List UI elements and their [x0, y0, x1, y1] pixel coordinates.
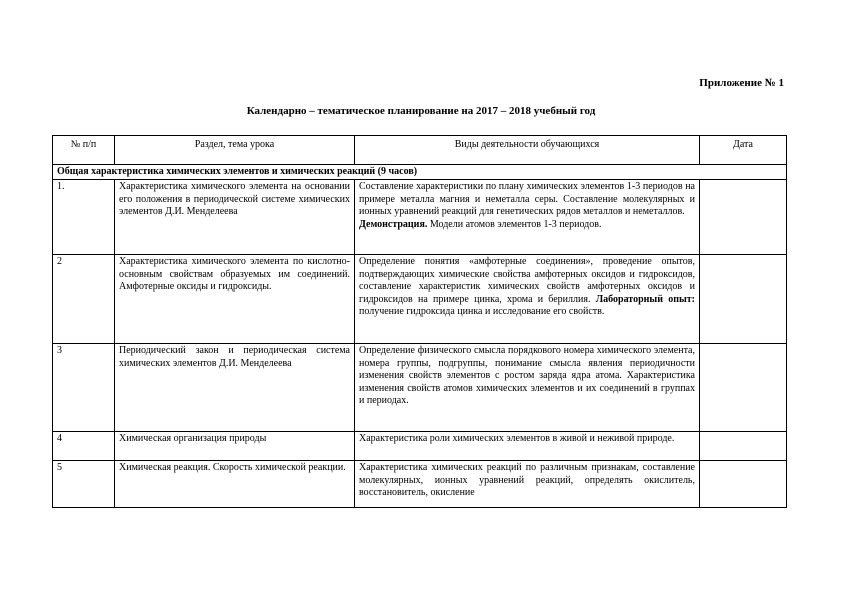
activity-bold-label: Лабораторный опыт: [595, 293, 696, 305]
row-topic: Характеристика химического элемента по кислотно-основным свойствам образуемых им соединений. Амфотерные оксиды и гидроксиды. [115, 255, 355, 344]
row-date [700, 432, 787, 461]
activity-text: Составление характеристики по плану химических элементов 1-3 периодов на примере металла магния и неметалла серы. Составление молекулярных и ионных уравнений реакций для генетических рядов металлов и неметаллов. [359, 181, 695, 218]
row-date [700, 461, 787, 508]
column-header-topic: Раздел, тема урока [115, 136, 355, 165]
section-row [53, 165, 787, 180]
row-number: 2 [53, 255, 115, 344]
section-title: Общая характеристика химических элементов и химических реакций (9 часов) [53, 165, 787, 180]
row-activity: Характеристика химических реакций по различным признакам, составление молекулярных, ионных уравнений реакций, определять окислитель, восстановитель, окисление [355, 461, 700, 508]
row-topic: Химическая организация природы [115, 432, 355, 461]
activity-bold-label: Демонстрация. [359, 218, 428, 230]
column-header-date: Дата [700, 136, 787, 165]
table-row [53, 344, 787, 432]
row-date [700, 255, 787, 344]
row-activity [355, 180, 700, 255]
row-date [700, 180, 787, 255]
row-date [700, 344, 787, 432]
activity-tail-text: получение гидроксида цинка и исследование его свойств. [359, 306, 605, 318]
table-row [53, 180, 787, 255]
table-row [53, 461, 787, 508]
row-activity [355, 255, 700, 344]
table-row [53, 432, 787, 461]
row-activity: Определение физического смысла порядкового номера химического элемента, номера группы, подгруппы, понимание смысла явления периодичности изменения свойств элементов с ростом заряда ядра атома. Характеристика изменения свойств атомов химических элементов и их соединений в группах и периодах. [355, 344, 700, 432]
document-title: Календарно – тематическое планирование на 2017 – 2018 учебный год [246, 105, 596, 117]
column-header-activity: Виды деятельности обучающихся [355, 136, 700, 165]
row-number: 3 [53, 344, 115, 432]
appendix-label: Приложение № 1 [699, 77, 784, 89]
row-topic: Характеристика химического элемента на основании его положения в периодической системе химических элементов Д.И. Менделеева [115, 180, 355, 255]
table-row [53, 255, 787, 344]
table-header-row [53, 136, 787, 165]
row-topic: Химическая реакция. Скорость химической реакции. [115, 461, 355, 508]
planning-table [52, 135, 787, 508]
row-number: 4 [53, 432, 115, 461]
row-number: 5 [53, 461, 115, 508]
row-activity: Характеристика роли химических элементов в живой и неживой природе. [355, 432, 700, 461]
activity-tail-text: Модели атомов элементов 1-3 периодов. [427, 218, 602, 230]
row-number: 1. [53, 180, 115, 255]
row-topic: Периодический закон и периодическая система химических элементов Д.И. Менделеева [115, 344, 355, 432]
column-header-number: № п/п [53, 136, 115, 165]
activity-text: Определение понятия «амфотерные соединения», проведение опытов, подтверждающих химические свойства амфотерных оксидов и гидроксидов, составление характеристик химических свойств амфотерных оксидов и гидроксидов на примере цинка, хрома и бериллия. [359, 256, 695, 305]
